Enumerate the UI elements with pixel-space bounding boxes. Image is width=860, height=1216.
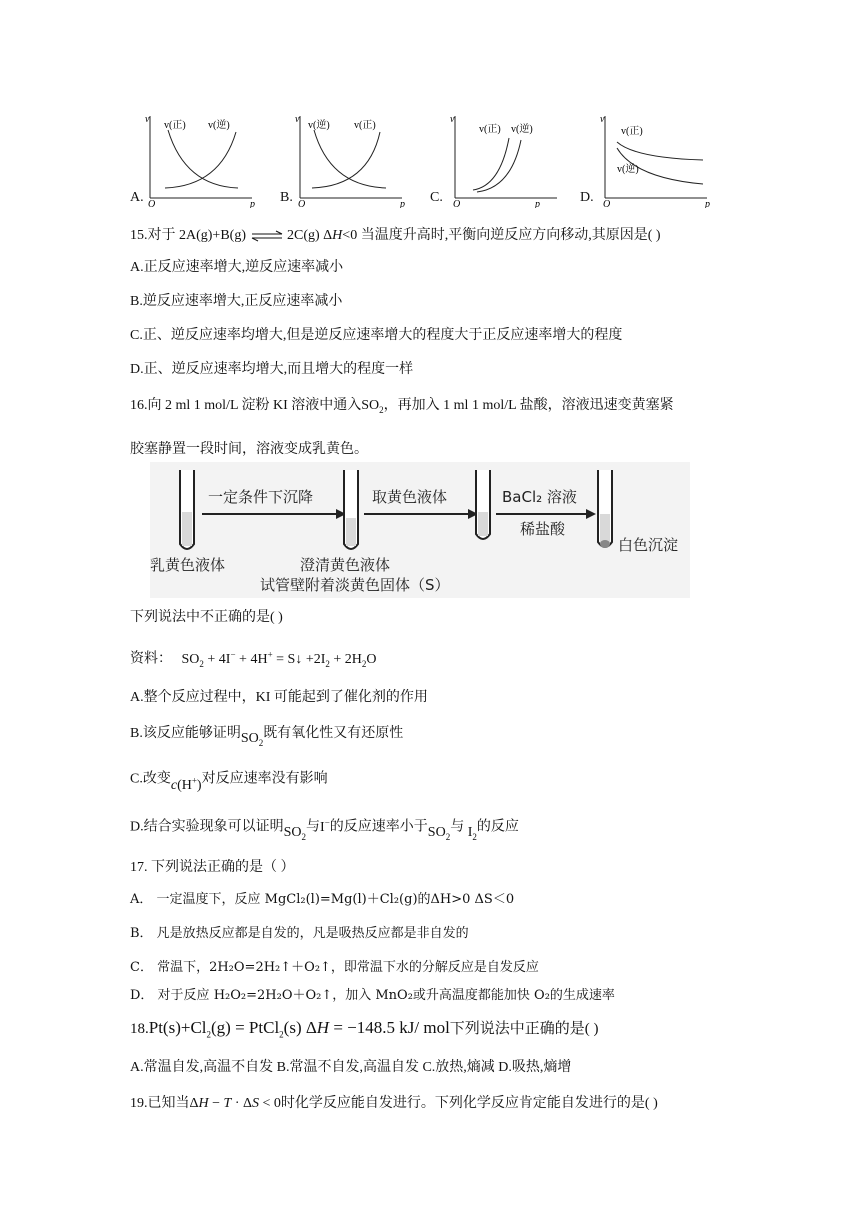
curve-label-2: v(正) [354,120,376,131]
q18-stem: $18.Pt(s)+Cl_2(g)$ = PtCl$_2$(s) ΔH = −148.5 kJ/ mol下列说法中正确的是( ) [130,1018,599,1040]
graph-d-svg [595,108,735,208]
graph-a-svg [140,108,280,208]
h-concentration: c(H+) [170,775,202,793]
graph-c-svg [445,108,585,208]
axis-y: v [145,114,150,125]
tube2-note: 试管壁附着淡黄色固体（S） [260,576,450,594]
material-equation: $SO_2 + 4I^- + 4H^+$ = S↓ $+2I_2 + 2H_2O$ [181,649,377,669]
q18-equation: $Pt(s)+Cl_2(g)$ = PtCl$_2$(s) ΔH = −148.5 kJ/ mol [148,1018,450,1040]
curve-label-1: v(正) [479,124,501,135]
q19-stem: 19.已知当ΔH − T · ΔS < 0时化学反应能自发进行。下列化学反应肯定能自发进行的是( ) [130,1096,658,1111]
q16-stem: 16.向 2 ml 1 mol/L 淀粉 KI 溶液中通入$SO_2$，再加入 1 ml 1 mol/L 盐酸，溶液迅速变黄塞紧 [130,398,674,415]
q15-stem: 15.对于 2A(g)+B(g) 2C(g) ΔH<0 当温度升高时,平衡向逆反应方向移动,其原因是( ) [130,228,661,243]
so2-formula: $SO_2$ [361,398,384,415]
graph-b-svg [290,108,430,208]
axis-x: p [535,199,540,208]
origin: O [453,199,461,208]
curve-label-1: v(逆) [308,120,330,131]
option-b-letter: B. [280,190,293,205]
arrow3-bottom-label: 稀盐酸 [520,520,566,538]
q17-option-d: D． 对于反应 H₂O₂=2H₂O＋O₂↑，加入 MnO₂或升高温度都能加快 O₂的生成速率 [130,988,615,1003]
q16-option-d: D.结合实验现象可以证明$SO_2$与I−的反应速率小于$SO_2$与 $I_2$的反应 [130,817,519,842]
q17-option-b: B． 凡是放热反应都是自发的，凡是吸热反应都是非自发的 [130,926,469,941]
arrow2-label: 取黄色液体 [372,488,448,506]
axis-x: p [250,199,255,208]
option-d-letter: D. [580,190,594,205]
curve-label-2: v(逆) [511,124,533,135]
so2-formula: $SO_2$ [240,731,264,748]
axis-x: p [705,199,710,208]
q16-stem-line2: 胶塞静置一段时间，溶液变成乳黄色。 [130,442,368,457]
equilibrium-arrows-icon [250,230,284,242]
option-c-letter: C. [430,190,443,205]
q15-option-c: C.正、逆反应速率均增大,但是逆反应速率增大的程度大于正反应速率增大的程度 [130,328,623,343]
arrow3-top-label: BaCl₂ 溶液 [502,488,577,506]
q17-option-c: C． 常温下，2H₂O=2H₂↑＋O₂↑，即常温下水的分解反应是自发反应 [130,960,539,975]
origin: O [148,199,156,208]
arrow1-label: 一定条件下沉降 [208,488,314,506]
q19-condition: ΔH − T · ΔS < 0 [189,1096,281,1111]
experiment-figure [150,462,690,598]
q16-option-b: B.该反应能够证明$SO_2$既有氧化性又有还原性 [130,726,404,748]
axis-y: v [600,114,605,125]
origin: O [298,199,306,208]
q16-question: 下列说法中不正确的是( ) [130,610,283,625]
tube1-label: 乳黄色液体 [150,556,226,574]
q17-option-a: A． 一定温度下，反应 MgCl₂(l)=Mg(l)＋Cl₂(g)的ΔH>0 ΔS＜0 [130,892,515,907]
q15-option-b: B.逆反应速率增大,正反应速率减小 [130,294,343,309]
curve-label-1: v(正) [621,126,643,137]
q17-stem: 17. 下列说法正确的是（ ） [130,860,295,875]
tube4-label: 白色沉淀 [618,536,679,554]
axis-y: v [295,114,300,125]
option-a-letter: A. [130,190,144,205]
q16-option-c: C.改变c(H+)对反应速率没有影响 [130,771,328,793]
q16-option-a: A.整个反应过程中，KI 可能起到了催化剂的作用 [130,690,428,705]
q16-material: 资料： $SO_2 + 4I^- + 4H^+$ = S↓ $+2I_2 + 2H_2O$ [130,649,377,669]
curve-label-2: v(逆) [208,120,230,131]
origin: O [603,199,611,208]
q15-option-a: A.正反应速率增大,逆反应速率减小 [130,260,344,275]
curve-label-1: v(正) [164,120,186,131]
q15-option-d: D.正、逆反应速率均增大,而且增大的程度一样 [130,362,414,377]
axis-x: p [400,199,405,208]
curve-label-2: v(逆) [617,164,639,175]
tube2-label: 澄清黄色液体 [300,556,391,574]
q18-options: A.常温自发,高温不自发 B.常温不自发,高温自发 C.放热,熵减 D.吸热,熵增 [130,1060,572,1075]
axis-y: v [450,114,455,125]
